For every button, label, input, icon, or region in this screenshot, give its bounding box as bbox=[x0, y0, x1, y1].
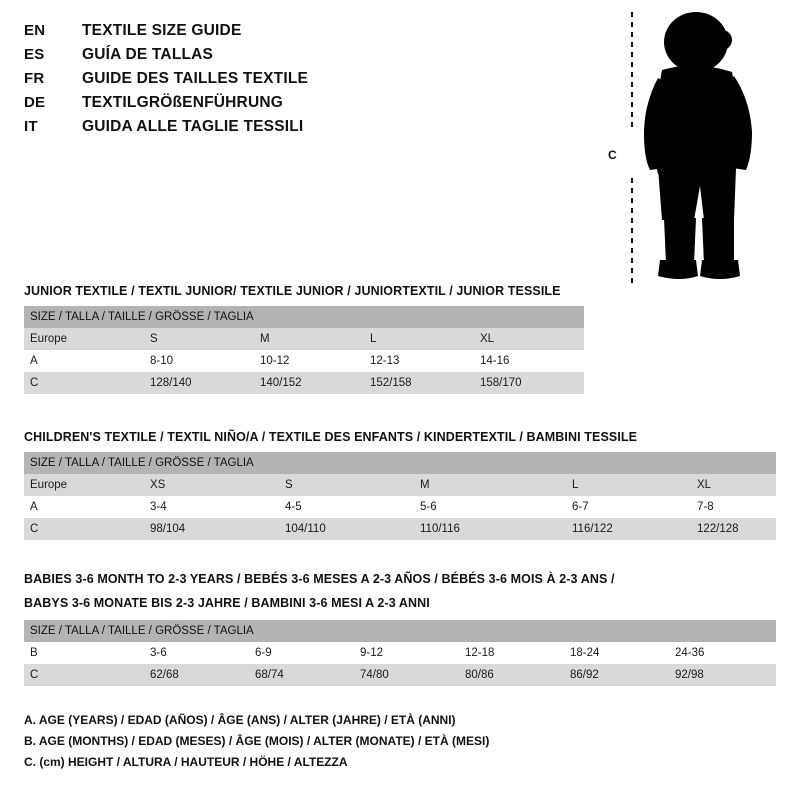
cell: 122/128 bbox=[691, 518, 776, 540]
table-row bbox=[24, 372, 584, 394]
cell: B bbox=[24, 642, 144, 664]
legend-line-a: A. AGE (YEARS) / EDAD (AÑOS) / ÂGE (ANS) / ALTER (JAHRE) / ETÀ (ANNI) bbox=[24, 713, 456, 727]
cell: 5-6 bbox=[414, 496, 566, 518]
cell: 152/158 bbox=[364, 372, 474, 394]
section-junior bbox=[24, 282, 776, 394]
cell: 158/170 bbox=[474, 372, 584, 394]
table-head-row bbox=[24, 306, 584, 328]
cell: 3-4 bbox=[144, 496, 279, 518]
cell: 14-16 bbox=[474, 350, 584, 372]
language-title: TEXTILE SIZE GUIDE bbox=[82, 22, 242, 39]
cell: 140/152 bbox=[254, 372, 364, 394]
section-title-line2: BABYS 3-6 MONATE BIS 2-3 JAHRE / BAMBINI 3-6 MESI A 2-3 ANNI bbox=[24, 596, 430, 611]
language-title: GUIDE DES TAILLES TEXTILE bbox=[82, 70, 309, 87]
table-head-row bbox=[24, 620, 776, 642]
cell: C bbox=[24, 664, 144, 686]
language-title-block bbox=[24, 22, 584, 142]
cell: 10-12 bbox=[254, 350, 364, 372]
cell: L bbox=[566, 474, 691, 496]
language-row bbox=[24, 94, 584, 112]
language-row bbox=[24, 70, 584, 88]
language-row bbox=[24, 118, 584, 136]
size-head-label: SIZE / TALLA / TAILLE / GRÖSSE / TAGLIA bbox=[24, 620, 776, 642]
cell: XL bbox=[474, 328, 584, 350]
table-row bbox=[24, 518, 776, 540]
cell: 98/104 bbox=[144, 518, 279, 540]
table-row bbox=[24, 664, 776, 686]
size-table-children bbox=[24, 452, 776, 540]
language-row bbox=[24, 22, 584, 40]
cell: M bbox=[414, 474, 566, 496]
cell: 8-10 bbox=[144, 350, 254, 372]
cell: 18-24 bbox=[564, 642, 669, 664]
cell: C bbox=[24, 518, 144, 540]
cell: S bbox=[144, 328, 254, 350]
child-silhouette-icon bbox=[600, 8, 780, 288]
cell: 116/122 bbox=[566, 518, 691, 540]
cell: 24-36 bbox=[669, 642, 776, 664]
legend-block bbox=[24, 710, 776, 773]
table-row bbox=[24, 474, 776, 496]
cell: 80/86 bbox=[459, 664, 564, 686]
table-head-row bbox=[24, 452, 776, 474]
section-title: BABIES 3-6 MONTH TO 2-3 YEARS / BEBÉS 3-6 MESES A 2-3 AÑOS / BÉBÉS 3-6 MOIS À 2-3 ANS / bbox=[24, 572, 615, 586]
cell: C bbox=[24, 372, 144, 394]
language-code: IT bbox=[24, 118, 38, 135]
cell: Europe bbox=[24, 328, 144, 350]
cell: M bbox=[254, 328, 364, 350]
language-title: TEXTILGRÖßENFÜHRUNG bbox=[82, 94, 283, 111]
cell: 7-8 bbox=[691, 496, 776, 518]
cell: 110/116 bbox=[414, 518, 566, 540]
cell: 6-7 bbox=[566, 496, 691, 518]
cell: 68/74 bbox=[249, 664, 354, 686]
size-head-label: SIZE / TALLA / TAILLE / GRÖSSE / TAGLIA bbox=[24, 306, 584, 328]
legend-line-b: B. AGE (MONTHS) / EDAD (MESES) / ÂGE (MOIS) / ALTER (MONATE) / ETÀ (MESI) bbox=[24, 734, 490, 748]
table-row bbox=[24, 328, 584, 350]
language-code: DE bbox=[24, 94, 46, 111]
size-table-junior bbox=[24, 306, 584, 394]
cell: 62/68 bbox=[144, 664, 249, 686]
size-head-label: SIZE / TALLA / TAILLE / GRÖSSE / TAGLIA bbox=[24, 452, 776, 474]
size-table-babies bbox=[24, 620, 776, 686]
cell: 128/140 bbox=[144, 372, 254, 394]
cell: 12-18 bbox=[459, 642, 564, 664]
cell: 92/98 bbox=[669, 664, 776, 686]
cell: 3-6 bbox=[144, 642, 249, 664]
section-title: CHILDREN'S TEXTILE / TEXTIL NIÑO/A / TEXTILE DES ENFANTS / KINDERTEXTIL / BAMBINI TESSILE bbox=[24, 430, 638, 444]
legend-line-c: C. (cm) HEIGHT / ALTURA / HAUTEUR / HÖHE / ALTEZZA bbox=[24, 755, 348, 769]
language-code: ES bbox=[24, 46, 45, 63]
cell: A bbox=[24, 350, 144, 372]
cell: 86/92 bbox=[564, 664, 669, 686]
cell: 12-13 bbox=[364, 350, 474, 372]
section-children bbox=[24, 428, 776, 540]
table-row bbox=[24, 350, 584, 372]
cell: Europe bbox=[24, 474, 144, 496]
cell: 4-5 bbox=[279, 496, 414, 518]
table-row bbox=[24, 496, 776, 518]
language-row bbox=[24, 46, 584, 64]
cell: 74/80 bbox=[354, 664, 459, 686]
cell: 6-9 bbox=[249, 642, 354, 664]
cell: XS bbox=[144, 474, 279, 496]
language-code: FR bbox=[24, 70, 45, 87]
cell: 9-12 bbox=[354, 642, 459, 664]
language-title: GUÍA DE TALLAS bbox=[82, 46, 214, 63]
section-babies bbox=[24, 570, 776, 686]
measure-label-c: C bbox=[608, 148, 617, 162]
cell: A bbox=[24, 496, 144, 518]
language-title: GUIDA ALLE TAGLIE TESSILI bbox=[82, 118, 304, 135]
cell: S bbox=[279, 474, 414, 496]
child-silhouette-figure bbox=[600, 8, 780, 288]
cell: 104/110 bbox=[279, 518, 414, 540]
cell: XL bbox=[691, 474, 776, 496]
language-code: EN bbox=[24, 22, 46, 39]
cell: L bbox=[364, 328, 474, 350]
section-title: JUNIOR TEXTILE / TEXTIL JUNIOR/ TEXTILE JUNIOR / JUNIORTEXTIL / JUNIOR TESSILE bbox=[24, 284, 561, 298]
table-row bbox=[24, 642, 776, 664]
